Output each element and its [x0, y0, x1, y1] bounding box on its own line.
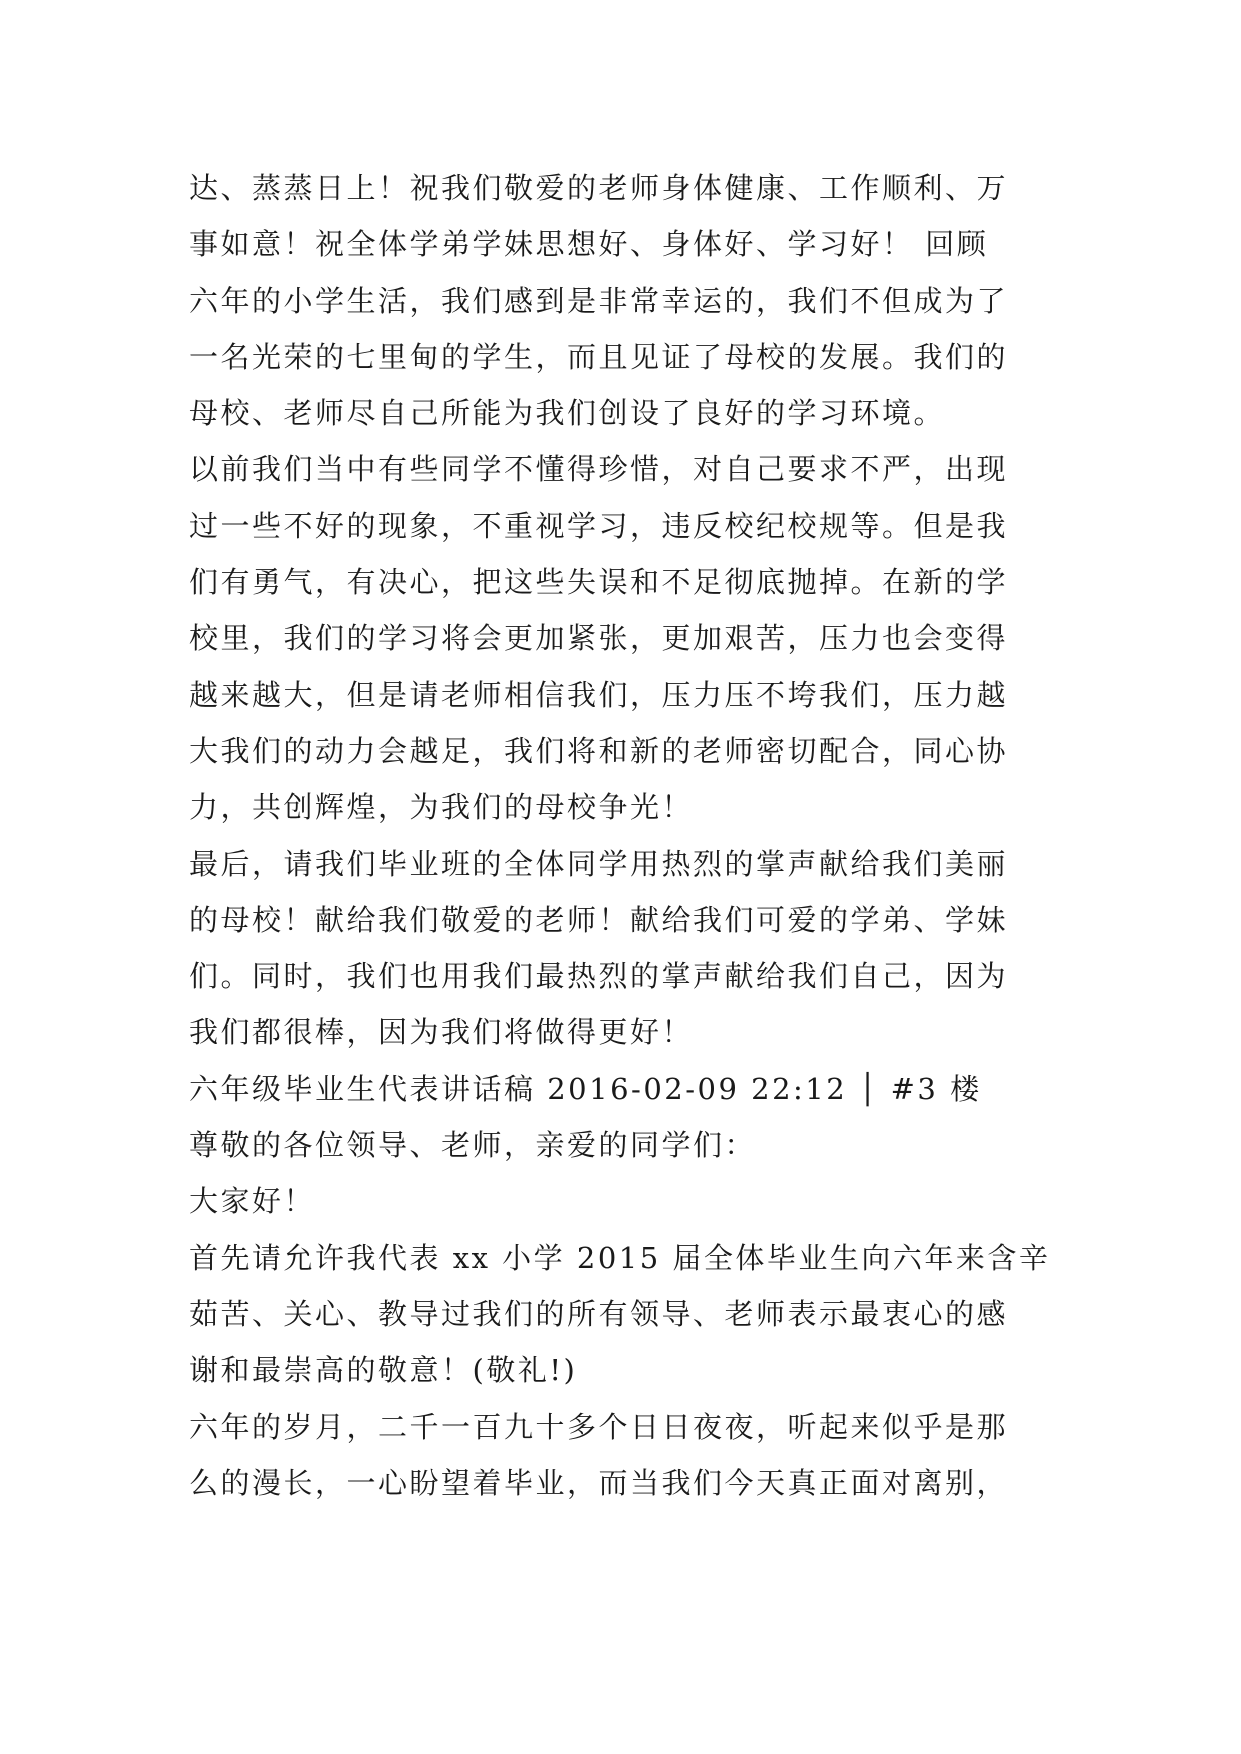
text-line: 力，共创辉煌，为我们的母校争光！	[189, 790, 694, 825]
text-line: 大我们的动力会越足，我们将和新的老师密切配合，同心协	[189, 733, 1009, 768]
text-line: 一名光荣的七里甸的学生，而且见证了母校的发展。我们的	[189, 339, 1009, 374]
text-line: 尊敬的各位领导、老师，亲爱的同学们：	[189, 1128, 757, 1163]
text-line: 越来越大，但是请老师相信我们，压力压不垮我们，压力越	[189, 677, 1009, 712]
text-line: 最后，请我们毕业班的全体同学用热烈的掌声献给我们美丽	[189, 846, 1009, 881]
text-line: 六年的岁月，二千一百九十多个日日夜夜，听起来似乎是那	[189, 1409, 1009, 1444]
text-line: 我们都很棒，因为我们将做得更好！	[189, 1015, 694, 1050]
post-header-line: 六年级毕业生代表讲话稿 2016-02-09 22:12 │ #3 楼	[189, 1071, 982, 1106]
text-line: 校里，我们的学习将会更加紧张，更加艰苦，压力也会变得	[189, 621, 1009, 656]
text-line: 母校、老师尽自己所能为我们创设了良好的学习环境。	[189, 396, 946, 431]
text-line: 们有勇气，有决心，把这些失误和不足彻底抛掉。在新的学	[189, 565, 1009, 600]
text-line: 达、蒸蒸日上！祝我们敬爱的老师身体健康、工作顺利、万	[189, 171, 1009, 205]
text-line: 以前我们当中有些同学不懂得珍惜，对自己要求不严，出现	[189, 452, 1009, 487]
text-line: 大家好！	[189, 1184, 316, 1219]
text-line: 六年的小学生活，我们感到是非常幸运的，我们不但成为了	[189, 283, 1009, 318]
text-line: 首先请允许我代表 xx 小学 2015 届全体毕业生向六年来含辛	[189, 1240, 1051, 1275]
text-line: 过一些不好的现象，不重视学习，违反校纪校规等。但是我	[189, 508, 1009, 543]
document-body	[189, 160, 1059, 1511]
text-line: 么的漫长，一心盼望着毕业，而当我们今天真正面对离别，	[189, 1465, 1009, 1500]
text-line: 们。同时，我们也用我们最热烈的掌声献给我们自己，因为	[189, 959, 1009, 994]
text-line: 的母校！献给我们敬爱的老师！献给我们可爱的学弟、学妹	[189, 902, 1009, 937]
text-line: 茹苦、关心、教导过我们的所有领导、老师表示最衷心的感	[189, 1296, 1009, 1331]
text-line: 事如意！祝全体学弟学妹思想好、身体好、学习好！ 回顾	[189, 227, 989, 262]
text-line: 谢和最崇高的敬意！(敬礼!)	[189, 1353, 578, 1388]
